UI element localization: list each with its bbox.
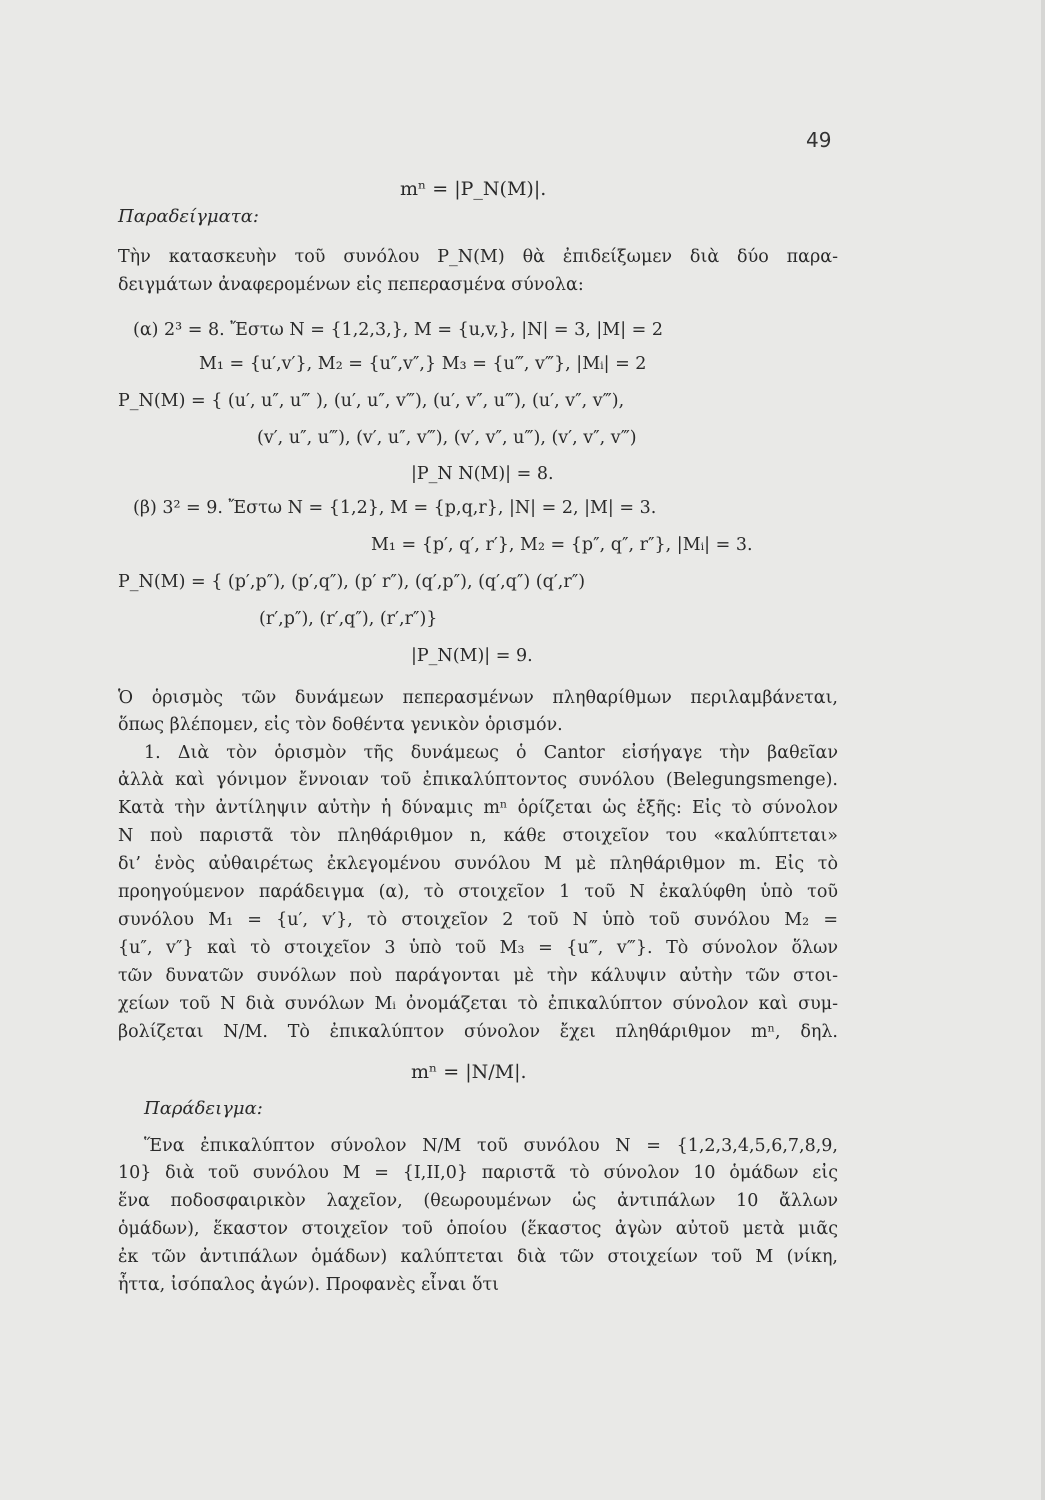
paragraph-line: Ἕνα ἐπικαλύπτον σύνολον N/M τοῦ συνόλου N = {1,2,3,4,5,6,7,8,9, (144, 1136, 838, 1156)
heading-example: Παράδειγμα: (144, 1098, 263, 1119)
paragraph-line: 10} διὰ τοῦ συνόλου M = {I,II,0} παριστᾶ τὸ σύνολον 10 ὁμάδων εἰς (118, 1163, 838, 1183)
paragraph-line: ὅπως βλέπομεν, εἰς τὸν δοθέντα γενικὸν ὁρισμόν. (118, 715, 563, 735)
example-a-line: (v′, u″, u‴), (v′, u″, v‴), (v′, v″, u‴), (v′, v″, v‴) (257, 428, 637, 448)
paragraph-line: δι’ ἑνὸς αὐθαιρέτως ἐκλεγομένου συνόλου M μὲ πληθάριθμον m. Εἰς τὸ (118, 854, 838, 874)
example-a-line: P_N(M) = { (u′, u″, u‴ ), (u′, u″, v‴), (u′, v″, u‴), (u′, v″, v‴), (118, 391, 625, 411)
paragraph-line: τῶν δυνατῶν συνόλων ποὺ παράγονται μὲ τὴν κάλυψιν αὐτὴν τῶν στοι- (118, 966, 838, 986)
example-b-line: (r′,p″), (r′,q″), (r′,r″)} (259, 609, 438, 629)
example-a-line: |P_N N(M)| = 8. (411, 464, 554, 484)
paragraph-line: ἕνα ποδοσφαιρικὸν λαχεῖον, (θεωρουμένων ὡς ἀντιπάλων 10 ἄλλων (118, 1191, 838, 1211)
paragraph-line: βολίζεται N/M. Τὸ ἐπικαλύπτον σύνολον ἔχει πληθάριθμον mⁿ, δηλ. (118, 1022, 838, 1042)
paragraph-line: προηγούμενον παράδειγμα (α), τὸ στοιχεῖον 1 τοῦ N ἐκαλύφθη ὑπὸ τοῦ (118, 882, 838, 902)
paragraph-line: ἀλλὰ καὶ γόνιμον ἔννοιαν τοῦ ἐπικαλύπτοντος συνόλου (Belegungsmenge). (118, 770, 838, 790)
paragraph-line: ἐκ τῶν ἀντιπάλων ὁμάδων) καλύπτεται διὰ τῶν στοιχείων τοῦ M (νίκη, (118, 1247, 838, 1267)
page-number: 49 (806, 128, 832, 152)
page-edge-shadow (1041, 0, 1045, 1500)
paragraph-line: Ὁ ὁρισμὸς τῶν δυνάμεων πεπερασμένων πληθαρίθμων περιλαμβάνεται, (118, 688, 838, 708)
example-b-line: P_N(M) = { (p′,p″), (p′,q″), (p′ r″), (q′,p″), (q′,q″) (q′,r″) (118, 572, 586, 592)
paragraph-line: συνόλου M₁ = {u′, v′}, τὸ στοιχεῖον 2 τοῦ N ὑπὸ τοῦ συνόλου M₂ = (118, 910, 838, 930)
intro-line: δειγμάτων ἀναφερομένων εἰς πεπερασμένα σύνολα: (118, 275, 584, 295)
paragraph-line: Κατὰ τὴν ἀντίληψιν αὐτὴν ἡ δύναμις mⁿ ὁρίζεται ὡς ἑξῆς: Εἰς τὸ σύνολον (118, 798, 838, 818)
intro-line: Τὴν κατασκευὴν τοῦ συνόλου P_N(M) θὰ ἐπιδείξωμεν διὰ δύο παρα- (118, 247, 838, 267)
heading-examples: Παραδείγματα: (118, 206, 259, 227)
paragraph-line: 1. Διὰ τὸν ὁρισμὸν τῆς δυνάμεως ὁ Cantor εἰσήγαγε τὴν βαθεῖαν (144, 743, 838, 763)
example-b-line: (β) 3² = 9. Ἔστω N = {1,2}, M = {p,q,r}, |N| = 2, |M| = 3. (133, 498, 657, 518)
example-b-line: M₁ = {p′, q′, r′}, M₂ = {p″, q″, r″}, |Mᵢ| = 3. (371, 535, 753, 555)
example-b-line: |P_N(M)| = 9. (411, 646, 533, 666)
paragraph-line: N ποὺ παριστᾶ τὸν πληθάριθμον n, κάθε στοιχεῖον του «καλύπτεται» (118, 826, 838, 846)
example-a-line: (α) 2³ = 8. Ἔστω N = {1,2,3,}, M = {u,v,}, |N| = 3, |M| = 2 (133, 320, 664, 340)
formula-power-definition: mⁿ = |P_N(M)|. (400, 178, 547, 200)
paragraph-line: ἧττα, ἰσόπαλος ἀγών). Προφανὲς εἶναι ὅτι (118, 1275, 500, 1295)
paragraph-line: χείων τοῦ N διὰ συνόλων Mᵢ ὀνομάζεται τὸ ἐπικαλύπτον σύνολον καὶ συμ- (118, 994, 838, 1014)
formula-covering-set: mⁿ = |N/M|. (411, 1061, 527, 1083)
paragraph-line: {u″, v″} καὶ τὸ στοιχεῖον 3 ὑπὸ τοῦ M₃ = {u‴, v‴}. Τὸ σύνολον ὅλων (118, 938, 838, 958)
paragraph-line: ὁμάδων), ἕκαστον στοιχεῖον τοῦ ὁποίου (ἕκαστος ἀγὼν αὐτοῦ μετὰ μιᾶς (118, 1219, 838, 1239)
example-a-line: M₁ = {u′,v′}, M₂ = {u″,v″,} M₃ = {u‴, v‴}, |Mᵢ| = 2 (199, 354, 647, 374)
